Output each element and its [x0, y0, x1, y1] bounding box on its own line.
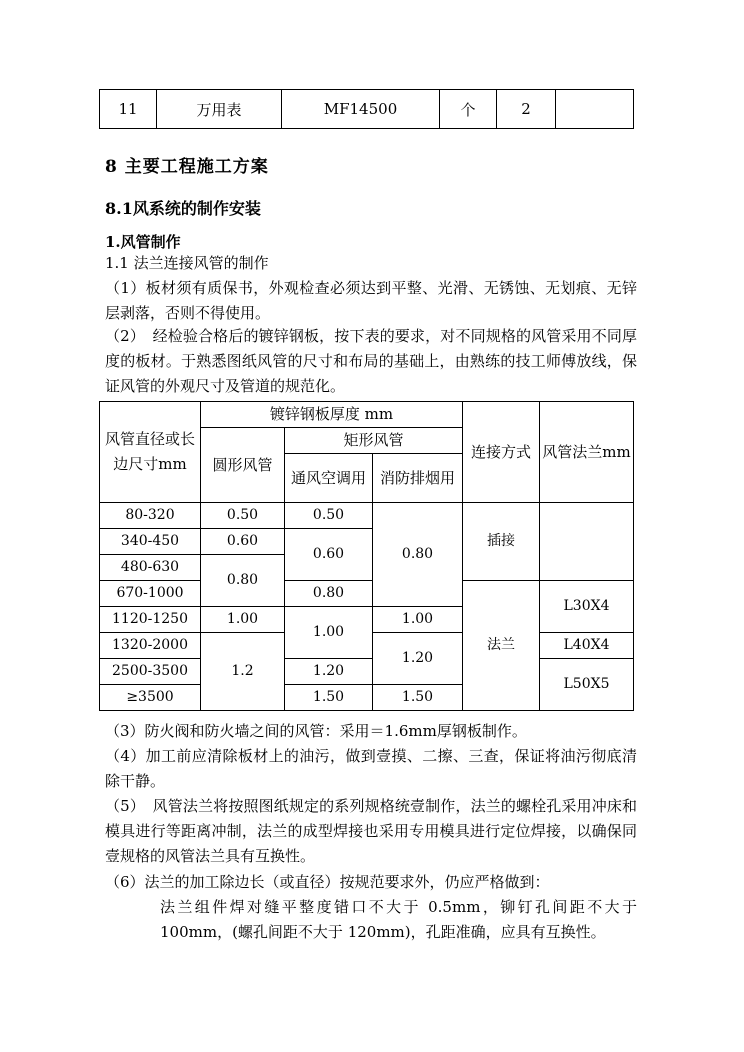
paragraph-item-6: （6）法兰的加工除边长（或直径）按规范要求外，仍应严格做到： — [105, 873, 550, 891]
cell-quantity: 2 — [497, 90, 556, 129]
cell-smoke: 1.50 — [373, 685, 463, 711]
paragraph-item-4: （4）加工前应清除板材上的油污，做到壹摸、二擦、三查，保证将油污彻底清除干静。 — [105, 747, 637, 790]
cell-size: 1120-1250 — [100, 607, 201, 633]
cell-size: 340-450 — [100, 529, 201, 555]
paragraph-1-1: 1.1 法兰连接风管的制作 — [105, 254, 269, 272]
subsection-heading: 8.1风系统的制作安装 — [105, 199, 261, 218]
table-row — [100, 581, 634, 607]
header-round: 圆形风管 — [201, 428, 285, 503]
header-thickness: 镀锌钢板厚度 mm — [201, 402, 463, 428]
cell-connection: 法兰 — [463, 581, 540, 711]
cell-remark — [556, 90, 634, 129]
paragraph-item-3: （3）防火阀和防火墙之间的风管：采用＝1.6mm厚钢板制作。 — [105, 722, 527, 740]
thickness-spec-table — [99, 401, 634, 711]
cell-size: 2500-3500 — [100, 659, 201, 685]
cell-round: 1.2 — [201, 633, 285, 711]
equipment-table — [99, 89, 634, 129]
header-rect: 矩形风管 — [285, 428, 463, 454]
table-row — [100, 90, 634, 129]
paragraph-item-1: （1）板材须有质保书，外观检查必须达到平整、光滑、无锈蚀、无划痕、无锌层剥落，否则不得使用。 — [105, 279, 637, 322]
header-hvac: 通风空调用 — [285, 454, 373, 503]
topic-heading: 1.风管制作 — [105, 233, 181, 251]
cell-hvac: 0.60 — [285, 529, 373, 581]
header-connection: 连接方式 — [463, 402, 540, 503]
cell-flange — [540, 503, 634, 581]
cell-size: 670-1000 — [100, 581, 201, 607]
cell-size: ≥3500 — [100, 685, 201, 711]
header-flange: 风管法兰mm — [540, 402, 634, 503]
cell-size: 1320-2000 — [100, 633, 201, 659]
section-heading: 8 主要工程施工方案 — [105, 157, 269, 177]
cell-index: 11 — [100, 90, 157, 129]
cell-connection: 插接 — [463, 503, 540, 581]
cell-hvac: 1.00 — [285, 607, 373, 659]
cell-hvac: 1.20 — [285, 659, 373, 685]
header-size: 风管直径或长边尺寸mm — [100, 402, 201, 503]
cell-hvac: 0.80 — [285, 581, 373, 607]
cell-smoke: 1.00 — [373, 607, 463, 633]
cell-flange: L50X5 — [540, 659, 634, 711]
bullet-item: 法兰组件焊对缝平整度错口不大于 0.5mm，铆钉孔间距不大于100mm，(螺孔间距不大于 120mm)，孔距准确，应具有互换性。 — [160, 898, 637, 941]
cell-hvac: 1.50 — [285, 685, 373, 711]
cell-smoke: 1.20 — [373, 633, 463, 685]
header-smoke: 消防排烟用 — [373, 454, 463, 503]
cell-round: 0.50 — [201, 503, 285, 529]
cell-size: 80-320 — [100, 503, 201, 529]
cell-name: 万用表 — [157, 90, 282, 129]
table-row — [100, 402, 634, 428]
cell-unit: 个 — [440, 90, 497, 129]
cell-round: 0.60 — [201, 529, 285, 555]
cell-flange: L40X4 — [540, 633, 634, 659]
paragraph-item-2: （2） 经检验合格后的镀锌钢板，按下表的要求，对不同规格的风管采用不同厚度的板材。于熟悉图纸风管的尺寸和布局的基础上，由熟练的技工师傅放线，保证风管的外观尺寸及管道的规范化。 — [105, 327, 637, 395]
paragraph-item-5: （5） 风管法兰将按照图纸规定的系列规格统壹制作，法兰的螺栓孔采用冲床和模具进行等距离冲制，法兰的成型焊接也采用专用模具进行定位焊接，以确保同壹规格的风管法兰具有互换性。 — [105, 797, 637, 865]
table-row — [100, 503, 634, 529]
cell-round: 0.80 — [201, 555, 285, 607]
cell-smoke: 0.80 — [373, 503, 463, 607]
table-row — [100, 659, 634, 685]
cell-hvac: 0.50 — [285, 503, 373, 529]
cell-flange: L30X4 — [540, 581, 634, 633]
cell-round: 1.00 — [201, 607, 285, 633]
cell-size: 480-630 — [100, 555, 201, 581]
cell-model: MF14500 — [282, 90, 440, 129]
